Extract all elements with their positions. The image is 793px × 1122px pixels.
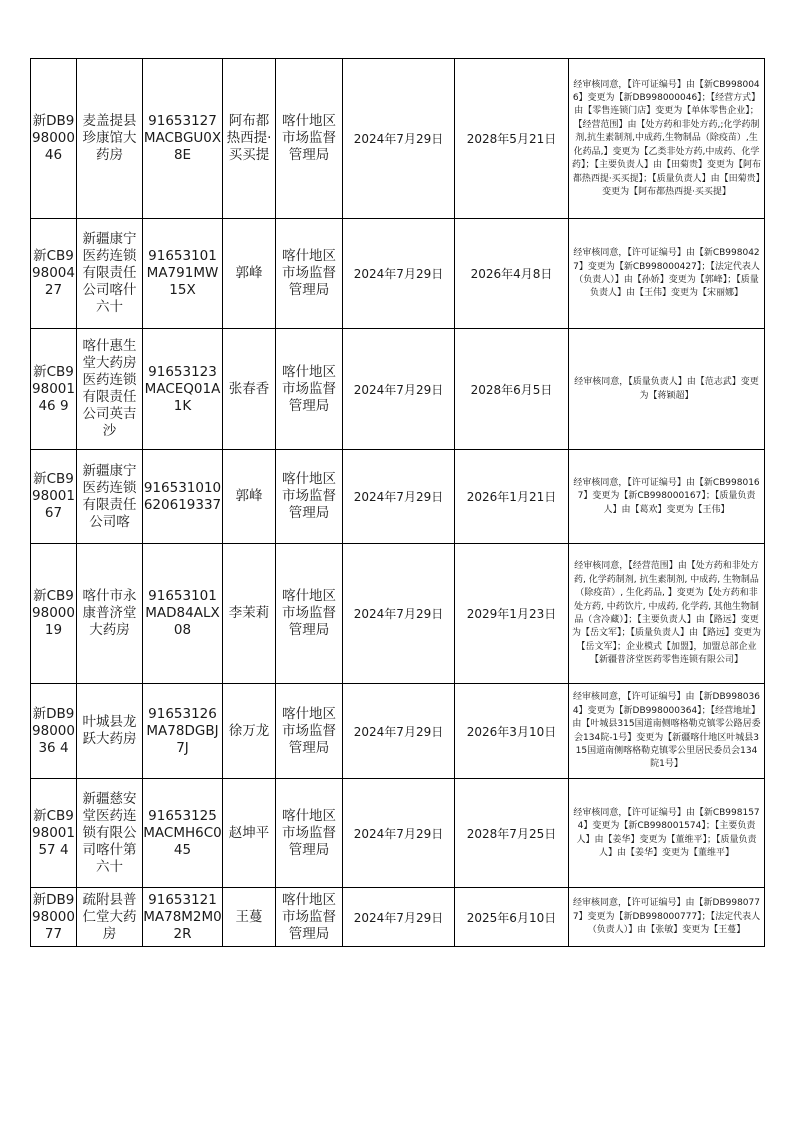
change-date-cell <box>343 779 455 888</box>
license-number-cell <box>31 219 77 329</box>
license-number-text: 新CB99800427 <box>32 248 75 298</box>
company-name-cell <box>77 329 143 450</box>
authority-cell <box>276 329 343 450</box>
expiry-date-cell <box>455 329 569 450</box>
responsible-person-text: 赵坤平 <box>228 824 270 841</box>
responsible-person-text: 李茉莉 <box>228 605 270 621</box>
credit-code-text: 91653101MAD84ALX08 <box>145 588 220 638</box>
expiry-date-cell <box>455 888 569 947</box>
company-name-cell <box>77 888 143 947</box>
change-date-text: 2024年7月29日 <box>353 382 444 397</box>
license-number-cell <box>31 450 77 544</box>
authority-text: 喀什地区市场监督管理局 <box>282 705 336 756</box>
expiry-date-cell <box>455 219 569 329</box>
responsible-person-cell <box>223 779 276 888</box>
change-remark-cell <box>569 684 765 779</box>
expiry-date-cell <box>455 59 569 219</box>
credit-code-cell <box>143 59 223 219</box>
change-remark-cell <box>569 219 765 329</box>
table-row <box>31 329 765 450</box>
license-number-cell <box>31 59 77 219</box>
responsible-person-cell <box>223 888 276 947</box>
responsible-person-text: 阿布都热西提·买买提 <box>226 113 272 163</box>
license-number-cell <box>31 888 77 947</box>
credit-code-text: 91653127MACBGU0X8E <box>143 113 222 163</box>
change-date-text: 2024年7月29日 <box>353 724 444 739</box>
expiry-date-cell <box>455 779 569 888</box>
license-number-text: 新CB99800019 <box>32 588 75 638</box>
table-row <box>31 544 765 684</box>
change-date-text: 2024年7月29日 <box>353 826 444 841</box>
expiry-date-text: 2028年7月25日 <box>466 826 557 841</box>
expiry-date-text: 2028年6月5日 <box>470 382 553 397</box>
company-name-cell <box>77 59 143 219</box>
change-remark-text: 经审核同意，【经营范围】由【处方药和非处方药, 化学药制剂, 抗生素制剂, 中成药, 生物制品（除疫苗）, 生化药品, 】变更为【处方药和非处方药, 中药饮片, 中成药, 化学药, 其他生物制品（含冷藏）】；【主要负责人】由【路远】变更为【岳文军】；【质量负责人】由【路远】变更为【岳文军】；企业模式【加盟】，加盟总部企业【新疆普济堂医药零售连锁有限公司】 <box>572 561 761 666</box>
company-name-cell <box>77 684 143 779</box>
company-name-cell <box>77 450 143 544</box>
table-row <box>31 59 765 219</box>
credit-code-cell <box>143 684 223 779</box>
authority-text: 喀什地区市场监督管理局 <box>282 113 336 163</box>
authority-text: 喀什地区市场监督管理局 <box>282 471 336 521</box>
expiry-date-cell <box>455 450 569 544</box>
responsible-person-cell <box>223 59 276 219</box>
change-remark-cell <box>569 59 765 219</box>
change-remark-cell <box>569 450 765 544</box>
change-remark-text: 经审核同意，【许可证编号】由【新CB9980167】变更为【新CB998000167】；【质量负责人】由【葛欢】变更为【王伟】 <box>573 477 760 515</box>
expiry-date-text: 2029年1月23日 <box>466 607 557 621</box>
table-row <box>31 888 765 947</box>
company-name-text: 喀什市永康普济堂大药房 <box>82 588 137 638</box>
change-remark-text: 经审核同意，【许可证编号】由【新DB9980777】变更为【新DB998000777】；【法定代表人（负责人）】由【张敏】变更为【王蔓】 <box>572 898 761 936</box>
expiry-date-text: 2026年4月8日 <box>470 267 553 281</box>
company-name-text: 疏附县普仁堂大药房 <box>82 891 137 942</box>
expiry-date-cell <box>455 684 569 779</box>
license-number-text: 新DB99800046 <box>32 113 75 163</box>
credit-code-text: 91653126MA78DGBJ7J <box>146 705 219 756</box>
responsible-person-text: 徐万龙 <box>228 722 270 739</box>
expiry-date-cell <box>455 544 569 684</box>
change-remark-text: 经审核同意，【许可证编号】由【新DB9980364】变更为【新DB998000364】；【经营地址】由【叶城县315国道南侧喀格勒克镇零公路居委会134院-1号】变更为【新疆喀什地区叶城县315国道南侧喀格勒克镇零公里居民委员会134院1号】 <box>572 692 761 770</box>
change-date-cell <box>343 329 455 450</box>
permit-change-table <box>30 58 765 947</box>
credit-code-cell <box>143 544 223 684</box>
change-remark-cell <box>569 329 765 450</box>
change-remark-cell <box>569 779 765 888</box>
credit-code-text: 91653123MACEQ01A1K <box>144 363 221 414</box>
expiry-date-text: 2026年1月21日 <box>466 490 557 504</box>
expiry-date-text: 2028年5月21日 <box>466 132 557 146</box>
responsible-person-text: 张春香 <box>228 380 270 397</box>
responsible-person-text: 王蔓 <box>235 908 263 925</box>
responsible-person-cell <box>223 684 276 779</box>
responsible-person-cell <box>223 450 276 544</box>
responsible-person-cell <box>223 544 276 684</box>
license-number-text: 新DB99800036 4 <box>32 705 75 756</box>
authority-text: 喀什地区市场监督管理局 <box>282 891 336 942</box>
change-remark-text: 经审核同意，【许可证编号】由【新CB9980046】变更为【新DB998000046】；【经营方式】由【零售连锁门店】变更为【单体零售企业】；【经营范围】由【处方药和非处方药,;化学药制剂,抗生素制剂,中成药,生物制品（除疫苗）,生化药品,】变更为【乙类非处方药,中成药、化学药】；【主要负责人】由【田菊贵】变更为【阿布都热西提·买买提】；【质量负责人】由【田菊贵】变更为【阿布都热西提·买买提】 <box>572 79 761 197</box>
responsible-person-text: 郭峰 <box>235 488 263 504</box>
credit-code-cell <box>143 219 223 329</box>
company-name-text: 新疆康宁医药连锁有限责任公司喀什六十 <box>82 231 137 315</box>
authority-text: 喀什地区市场监督管理局 <box>282 807 336 858</box>
authority-text: 喀什地区市场监督管理局 <box>282 588 336 638</box>
company-name-cell <box>77 544 143 684</box>
responsible-person-text: 郭峰 <box>235 265 263 281</box>
authority-cell <box>276 544 343 684</box>
license-number-cell <box>31 779 77 888</box>
credit-code-text: 916531010620619337 <box>143 479 222 513</box>
company-name-text: 新疆慈安堂医药连锁有限公司喀什第六十 <box>82 790 137 875</box>
table-body <box>31 59 765 947</box>
authority-cell <box>276 779 343 888</box>
change-remark-text: 经审核同意，【质量负责人】由【范志武】变更为【蒋颖超】 <box>574 377 759 401</box>
responsible-person-cell <box>223 219 276 329</box>
change-date-text: 2024年7月29日 <box>353 910 444 925</box>
credit-code-cell <box>143 329 223 450</box>
change-date-cell <box>343 450 455 544</box>
expiry-date-text: 2025年6月10日 <box>466 910 557 925</box>
license-number-text: 新CB99800157 4 <box>32 807 75 858</box>
license-number-cell <box>31 329 77 450</box>
credit-code-cell <box>143 779 223 888</box>
table-row <box>31 450 765 544</box>
company-name-text: 麦盖提县珍康馆大药房 <box>82 113 137 163</box>
license-number-text: 新CB99800167 <box>32 471 75 521</box>
credit-code-text: 91653125MACMH6C045 <box>143 807 222 858</box>
company-name-cell <box>77 779 143 888</box>
authority-cell <box>276 219 343 329</box>
change-date-text: 2024年7月29日 <box>353 267 444 281</box>
company-name-text: 喀什惠生堂大药房医药连锁有限责任公司英吉沙 <box>82 338 137 439</box>
authority-cell <box>276 888 343 947</box>
license-number-cell <box>31 684 77 779</box>
change-date-cell <box>343 219 455 329</box>
change-date-text: 2024年7月29日 <box>353 490 444 504</box>
table-row <box>31 779 765 888</box>
change-remark-text: 经审核同意，【许可证编号】由【新CB9981574】变更为【新CB998001574】；【主要负责人】由【姜华】变更为【董维平】；【质量负责人】由【姜华】变更为【董维平】 <box>573 807 760 858</box>
change-remark-text: 经审核同意，【许可证编号】由【新CB9980427】变更为【新CB998000427】；【法定代表人（负责人）】由【孙娇】变更为【郭峰】；【质量负责人】由【王伟】变更为【宋丽娜】 <box>573 248 760 299</box>
company-name-cell <box>77 219 143 329</box>
credit-code-text: 91653101MA791MW15X <box>146 248 219 298</box>
change-date-cell <box>343 684 455 779</box>
company-name-text: 新疆康宁医药连锁有限责任公司喀 <box>82 462 137 530</box>
authority-cell <box>276 59 343 219</box>
change-date-cell <box>343 888 455 947</box>
change-date-text: 2024年7月29日 <box>353 607 444 621</box>
expiry-date-text: 2026年3月10日 <box>466 724 557 739</box>
responsible-person-cell <box>223 329 276 450</box>
license-number-text: 新CB99800146 9 <box>32 363 75 414</box>
authority-cell <box>276 684 343 779</box>
authority-text: 喀什地区市场监督管理局 <box>282 248 336 298</box>
change-remark-cell <box>569 888 765 947</box>
authority-cell <box>276 450 343 544</box>
license-number-cell <box>31 544 77 684</box>
credit-code-cell <box>143 450 223 544</box>
change-remark-cell <box>569 544 765 684</box>
credit-code-cell <box>143 888 223 947</box>
change-date-cell <box>343 544 455 684</box>
license-number-text: 新DB99800077 <box>32 891 75 942</box>
authority-text: 喀什地区市场监督管理局 <box>282 363 336 414</box>
change-date-text: 2024年7月29日 <box>353 132 444 146</box>
change-date-cell <box>343 59 455 219</box>
table-row <box>31 684 765 779</box>
table-row <box>31 219 765 329</box>
credit-code-text: 91653121MA78M2M02R <box>143 891 222 942</box>
company-name-text: 叶城县龙跃大药房 <box>82 714 137 747</box>
